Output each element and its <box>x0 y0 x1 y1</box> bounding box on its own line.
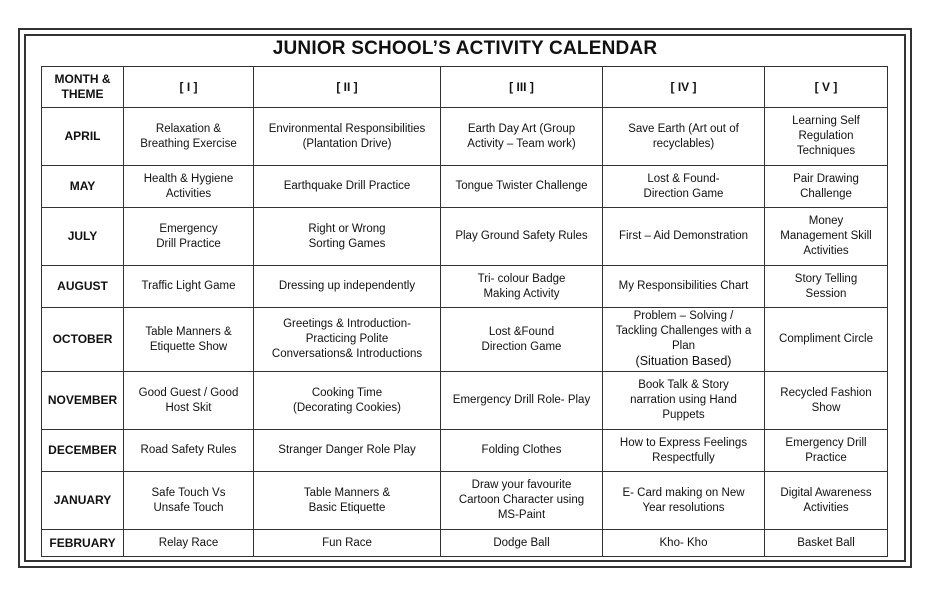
activity-line: Drill Practice <box>156 237 221 250</box>
activity-line: Problem – Solving / <box>633 310 734 322</box>
activity-cell <box>441 430 603 472</box>
table-row <box>42 372 888 430</box>
activity-line: First – Aid Demonstration <box>618 230 749 242</box>
table-row <box>42 166 888 208</box>
activity-line: Book Talk & Story <box>638 379 729 391</box>
table-row <box>42 108 888 166</box>
month-cell: JULY <box>42 208 124 266</box>
activity-line: Folding Clothes <box>481 444 562 456</box>
activity-line: Respectfully <box>652 451 715 464</box>
activity-cell <box>603 308 765 372</box>
activity-cell <box>124 530 254 557</box>
activity-line: narration using Hand <box>630 394 737 406</box>
activity-line: Fun Race <box>322 536 372 549</box>
activity-cell <box>124 266 254 308</box>
activity-cell <box>124 108 254 166</box>
activity-cell <box>254 166 441 208</box>
activity-line: Conversations& Introductions <box>271 348 423 360</box>
activity-line: Kho- Kho <box>659 536 708 549</box>
activity-cell <box>441 108 603 166</box>
activity-line: Lost &Found <box>488 325 555 338</box>
activity-line: Direction Game <box>643 187 724 200</box>
header-row <box>42 67 888 108</box>
activity-line: Emergency Drill <box>785 436 867 449</box>
table-row <box>42 308 888 372</box>
activity-cell <box>124 472 254 530</box>
activity-cell <box>441 208 603 266</box>
activity-line: Unsafe Touch <box>153 501 224 514</box>
activity-line: Emergency Drill Role- Play <box>452 394 591 406</box>
activity-line: Host Skit <box>165 401 212 414</box>
activity-line: Save Earth (Art out of <box>628 122 739 135</box>
activity-line: Road Safety Rules <box>140 444 237 456</box>
activity-line: Safe Touch Vs <box>151 486 226 499</box>
activity-calendar-table <box>41 66 888 557</box>
month-cell: FEBRUARY <box>42 530 124 557</box>
header-month-theme <box>42 67 124 108</box>
header-col-4: [ IV ] <box>603 67 765 108</box>
activity-line: Activities <box>803 245 849 257</box>
activity-cell <box>441 372 603 430</box>
activity-line: E- Card making on New <box>622 486 745 499</box>
activity-line: Recycled Fashion <box>780 386 872 399</box>
activity-cell <box>603 208 765 266</box>
activity-line: Table Manners & <box>303 486 391 499</box>
activity-cell <box>254 308 441 372</box>
activity-line: recyclables) <box>652 137 715 150</box>
activity-line: Session <box>805 287 847 300</box>
activity-line: (Plantation Drive) <box>302 137 392 150</box>
activity-line: Show <box>811 401 841 414</box>
header-col-2: [ II ] <box>254 67 441 108</box>
table-row <box>42 472 888 530</box>
activity-line: Activities <box>803 501 849 514</box>
activity-line: Dressing up independently <box>278 280 416 292</box>
table-row <box>42 430 888 472</box>
activity-cell <box>603 166 765 208</box>
activity-cell <box>124 372 254 430</box>
activity-cell <box>124 430 254 472</box>
activity-cell <box>254 208 441 266</box>
activity-note: (Situation Based) <box>635 354 732 368</box>
activity-line: Tackling Challenges with a <box>615 325 752 337</box>
activity-line: Relaxation & <box>155 122 222 135</box>
activity-line: Sorting Games <box>308 237 386 250</box>
header-theme-line: THEME <box>61 87 104 101</box>
activity-cell <box>254 430 441 472</box>
activity-line: Activities <box>165 187 212 200</box>
activity-line: Greetings & Introduction- <box>283 318 411 330</box>
activity-line: Right or Wrong <box>308 222 386 235</box>
activity-line: MS-Paint <box>497 509 546 521</box>
activity-line: Earthquake Drill Practice <box>283 180 411 192</box>
activity-cell <box>254 530 441 557</box>
activity-line: Tri- colour Badge <box>477 272 566 285</box>
activity-cell <box>765 266 888 308</box>
month-cell: JANUARY <box>42 472 124 530</box>
table-row <box>42 208 888 266</box>
activity-line: Stranger Danger Role Play <box>278 444 416 456</box>
activity-line: Practicing Polite <box>305 333 389 345</box>
table-row <box>42 266 888 308</box>
activity-line: How to Express Feelings <box>619 436 748 449</box>
activity-line: Direction Game <box>481 340 562 353</box>
activity-line: Story Telling <box>794 272 858 285</box>
activity-cell <box>254 372 441 430</box>
activity-line: Lost & Found- <box>647 172 720 185</box>
activity-cell <box>254 472 441 530</box>
activity-cell <box>765 472 888 530</box>
activity-line: Compliment Circle <box>779 333 873 345</box>
activity-cell <box>124 308 254 372</box>
activity-cell <box>441 472 603 530</box>
activity-line: Etiquette Show <box>149 340 228 353</box>
activity-cell <box>124 166 254 208</box>
activity-line: Digital Awareness <box>780 486 872 499</box>
table-row <box>42 530 888 557</box>
activity-line: Cooking Time <box>311 386 383 399</box>
activity-line: Dodge Ball <box>493 536 550 549</box>
activity-cell <box>603 266 765 308</box>
activity-cell <box>765 308 888 372</box>
activity-line: Tongue Twister Challenge <box>455 180 588 192</box>
activity-line: Basket Ball <box>797 536 855 549</box>
activity-line: Cartoon Character using <box>458 494 585 506</box>
activity-line: Money <box>808 215 844 227</box>
activity-line: Play Ground Safety Rules <box>455 230 588 242</box>
month-cell: AUGUST <box>42 266 124 308</box>
month-cell: MAY <box>42 166 124 208</box>
month-cell: OCTOBER <box>42 308 124 372</box>
activity-cell <box>603 108 765 166</box>
activity-line: Draw your favourite <box>471 479 572 491</box>
activity-cell <box>765 208 888 266</box>
activity-cell <box>603 430 765 472</box>
activity-cell <box>603 472 765 530</box>
activity-cell <box>441 530 603 557</box>
header-col-1: [ I ] <box>124 67 254 108</box>
activity-line: My Responsibilities Chart <box>618 280 749 292</box>
activity-line: Learning Self <box>792 115 860 127</box>
activity-cell <box>441 166 603 208</box>
activity-line: Making Activity <box>483 287 560 300</box>
activity-cell <box>765 166 888 208</box>
activity-line: Health & Hygiene <box>143 172 234 185</box>
activity-line: Good Guest / Good <box>138 386 239 399</box>
activity-line: Puppets <box>662 409 705 421</box>
activity-line: Traffic Light Game <box>141 280 236 292</box>
activity-cell <box>254 108 441 166</box>
activity-line: Table Manners & <box>145 325 232 338</box>
activity-cell <box>254 266 441 308</box>
activity-line: Basic Etiquette <box>308 501 386 514</box>
activity-line: Plan <box>671 340 696 352</box>
month-cell: APRIL <box>42 108 124 166</box>
header-col-5: [ V ] <box>765 67 888 108</box>
month-cell: NOVEMBER <box>42 372 124 430</box>
activity-line: Challenge <box>800 187 852 200</box>
activity-line: Breathing Exercise <box>140 137 237 150</box>
activity-line: Activity – Team work) <box>467 137 576 150</box>
activity-line: Practice <box>805 451 847 464</box>
activity-cell <box>765 108 888 166</box>
activity-line: Year resolutions <box>642 501 725 514</box>
header-month-line: MONTH & <box>54 72 111 86</box>
activity-line: Environmental Responsibilities <box>268 122 426 135</box>
header-col-3: [ III ] <box>441 67 603 108</box>
month-cell: DECEMBER <box>42 430 124 472</box>
activity-line: (Decorating Cookies) <box>292 401 401 414</box>
page-title: JUNIOR SCHOOL’S ACTIVITY CALENDAR <box>272 38 658 59</box>
activity-line: Emergency <box>159 222 218 235</box>
activity-cell <box>765 430 888 472</box>
activity-line: Management Skill <box>780 230 872 242</box>
activity-cell <box>765 530 888 557</box>
activity-cell <box>603 530 765 557</box>
activity-cell <box>441 308 603 372</box>
activity-cell <box>441 266 603 308</box>
activity-cell <box>124 208 254 266</box>
activity-line: Regulation <box>798 130 854 142</box>
activity-cell <box>765 372 888 430</box>
activity-line: Earth Day Art (Group <box>467 122 576 135</box>
activity-cell <box>603 372 765 430</box>
activity-line: Pair Drawing <box>793 172 859 185</box>
activity-line: Techniques <box>796 145 856 157</box>
activity-line: Relay Race <box>158 536 219 549</box>
